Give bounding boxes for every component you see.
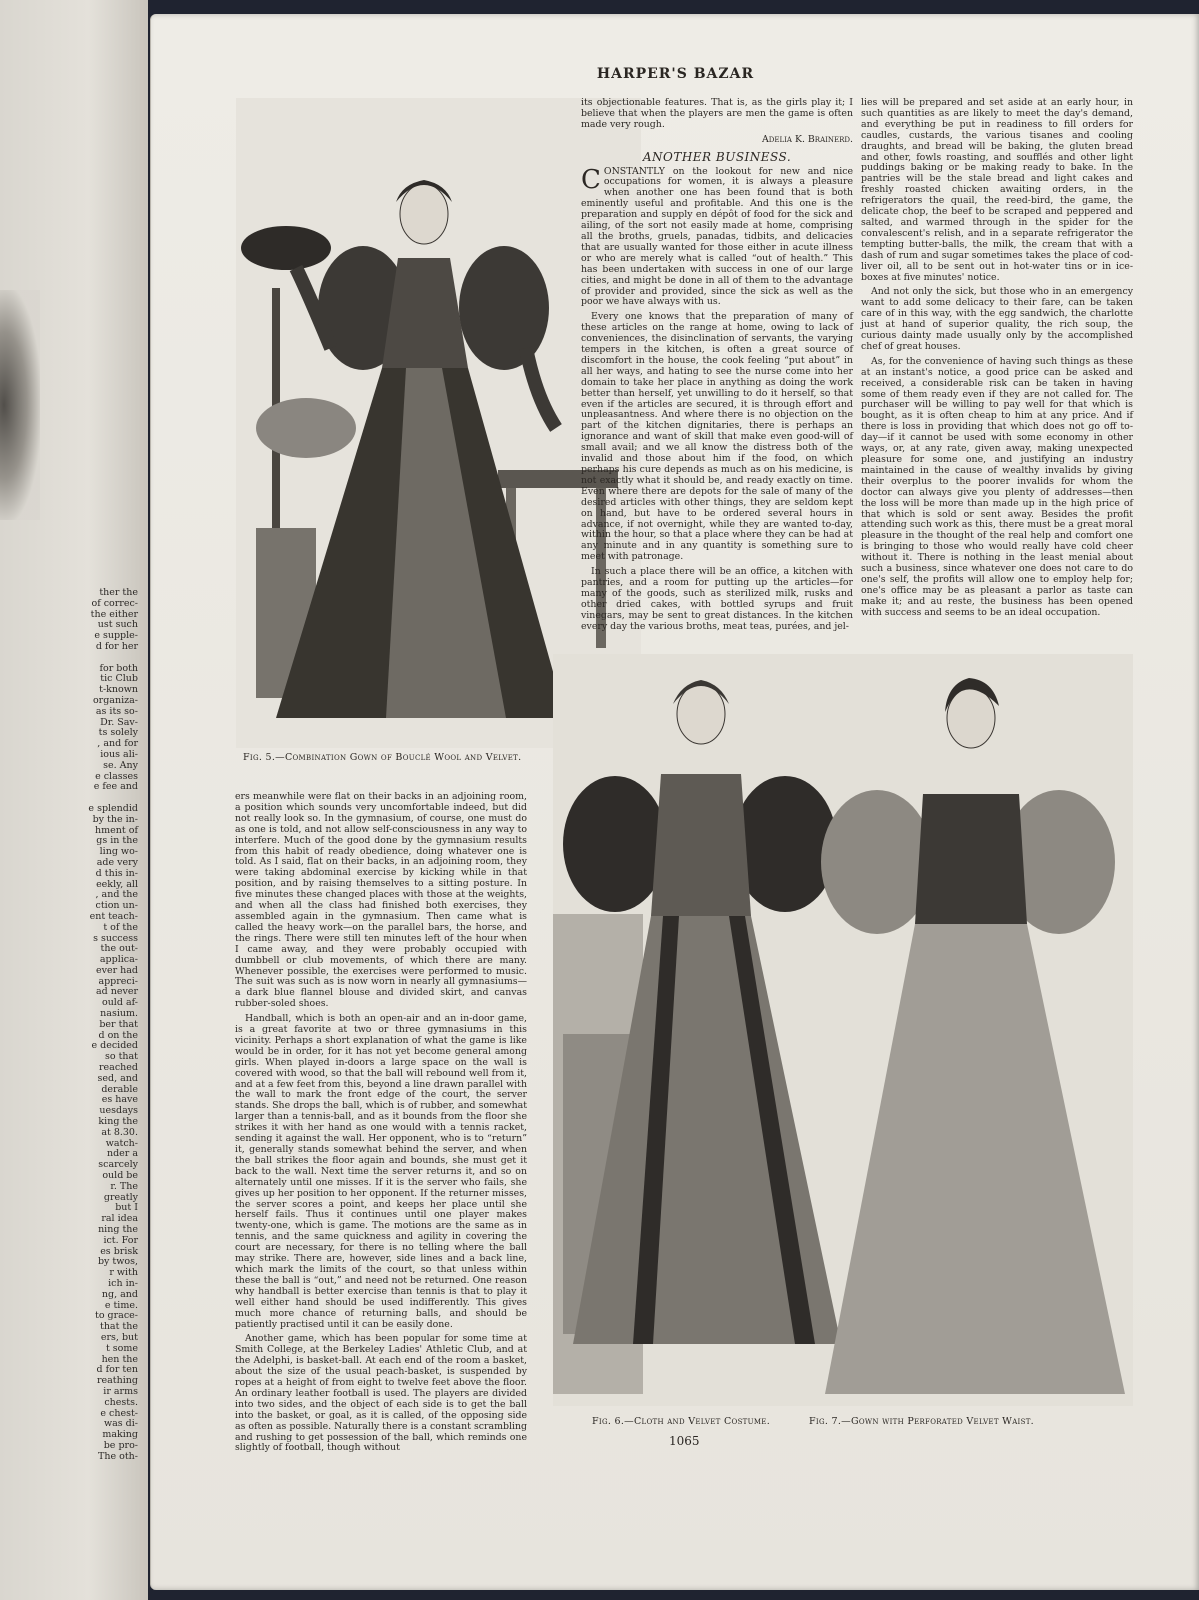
- left-column: [235, 792, 527, 1458]
- fig6-caption: Fig. 6.—Cloth and Velvet Costume.: [592, 1416, 771, 1427]
- left-page-text-fragments: ther the of correc- the either ust such e supple- d for her for both tic Club t-known organiza- as its so- Dr. Sav- ts solely , and for ious ali- se. Any e classes e fee and e splendid by the in- hment of gs in the ling wo- ade very d this in- eekly, all , and the ction un- ent teach- t of the s success the out- applica- ever had appreci- ad never ould af- nasium. ber that d on the e decided so that reached sed, and derable es have uesdays king the at 8.30. watch- nder a scarcely ould be r. The greatly but I ral idea ning the ict. For es brisk by twos, r with ich in- ng, and e time. to grace- that the ers, but t some hen the d for ten reathing ir arms chests. e chest- was di- making be pro- The oth-: [88, 587, 138, 1462]
- middle-paragraph-1-text: ONSTANTLY on the lookout for new and nice occupations for women, it is always a pleasure when another one has been found that is both eminently useful and profitable. And this one is the preparation and supply en dépôt of food for the sick and ailing, of the sort not easily made at home, comprising all the broths, gruels, panadas, tidbits, and delicacies that are usually wanted for those either in acute illness or who are merely what is called “out of health.” This has been undertaken with success in one of our large cities, and might be done in all of them to the advantage of provider and provided, since the sick as well as the poor we have always with us.: [581, 165, 853, 308]
- middle-column: [581, 98, 853, 637]
- right-column: [861, 98, 1133, 623]
- running-head: HARPER'S BAZAR: [596, 66, 755, 82]
- left-page: [0, 0, 148, 1600]
- fig5-caption: Fig. 5.—Combination Gown of Bouclé Wool and Velvet.: [243, 752, 522, 763]
- fig7-caption: Fig. 7.—Gown with Perforated Velvet Waist.: [809, 1416, 1035, 1427]
- right-paragraph-2: And not only the sick, but those who in an emergency want to add some delicacy to their fare, can be taken care of in this way, with the egg sandwich, the charlotte just at hand of superior quality, the rich soup, the curious dainty made usually only by the accomplished chef of great houses.: [861, 286, 1133, 352]
- author-signature: Adelia K. Brainerd.: [762, 133, 853, 145]
- middle-paragraph-1: [581, 164, 853, 309]
- middle-intro: its objectionable features. That is, as the girls play it; I believe that when the players are men the game is often made very rough.: [581, 97, 853, 130]
- middle-paragraph-2: Every one knows that the preparation of many of these articles on the range at home, owing to lack of conveniences, the disinclination of servants, the varying tempers in the kitchen, is often a great source of discomfort in the house, the cook feeling “put about” in all her ways, and hating to see the nurse come into her domain to take her place in anything as doing the work better than herself, yet unwilling to do it herself, so that even if the articles are secured, it is through effort and unpleasantness. And where there is no objection on the part of the kitchen dignitaries, there is perhaps an ignorance and want of skill that make even good-will of small avail; and we all know the distress both of the invalid and those about him if the food, on which perhaps his cure depends as much as on his medicine, is not exactly what it should be, and ready exactly on time. Even where there are depots for the sale of many of the desired articles with other things, they are seldom kept on hand, but have to be ordered several hours in advance, if not overnight, while they are wanted to-day, within the hour, so that a place where they can be had at any minute and in any quantity is something sure to meet with patronage.: [581, 311, 853, 563]
- drop-cap: C: [581, 164, 601, 195]
- right-page: [150, 14, 1199, 1590]
- left-page-illustration-fragment: [0, 290, 40, 520]
- page-number: 1065: [669, 1434, 700, 1448]
- right-paragraph-1: lies will be prepared and set aside at an early hour, in such quantities as are likely to meet the day's demand, and everything be put in readiness to fill orders for caudles, custards, the various tisanes and cooling draughts, and bread will be baking, the gluten bread and other, fowls roasting, and soufflés and other light puddings baking or be making ready to bake. In the pantries will be the stale bread and light cakes and freshly roasted chicken awaiting orders, in the refrigerators the quail, the reed-bird, the game, the delicate chop, the beef to be scraped and peppered and salted, and warmed through in the spider for the convalescent's relish, and in a separate refrigerator the tempting butter-balls, the milk, the cream that with a dash of rum and sugar sometimes takes the place of cod-liver oil, all to be sent out in hot-water tins or in ice-boxes at five minutes' notice.: [861, 97, 1133, 283]
- article-title: ANOTHER BUSINESS.: [642, 149, 792, 164]
- left-paragraph-1: ers meanwhile were flat on their backs in an adjoining room, a position which sounds very uncomfortable indeed, but did not really look so. In the gymnasium, of course, one must do as one is told, and not allow self-consciousness in any way to interfere. Much of the good done by the gymnasium results from this habit of ready obedience, doing whatever one is told. As I said, flat on their backs, in an adjoining room, they were taking abdominal exercise by kicking while in that position, and by raising themselves to a sitting posture. In five minutes these changed places with those at the weights, and when all the class had finished both exercises, they assembled again in the gymnasium. Then came what is called the heavy work—on the parallel bars, the horse, and the rings. There were still ten minutes left of the hour when I came away, and they were probably occupied with dumbbell or club movements, of which there are many. Whenever possible, the exercises were performed to music. The suit was such as is now worn in nearly all gymnasiums—a dark blue flannel blouse and divided skirt, and canvas rubber-soled shoes.: [235, 791, 527, 1010]
- fig6-fig7-illustration: [553, 654, 1133, 1406]
- left-paragraph-3: Another game, which has been popular for some time at Smith College, at the Berkeley Ladies' Athletic Club, and at the Adelphi, is basket-ball. At each end of the room a basket, about the size of the usual peach-basket, is suspended by ropes at a height of from eight to twelve feet above the floor. An ordinary leather football is used. The players are divided into two sides, and the object of each side is to get the ball into the basket, or goal, as it is called, of the opposing side as often as possible. Naturally there is a constant scrambling and rushing to get possession of the ball, which reminds one slightly of football, though without: [235, 1333, 527, 1454]
- left-paragraph-2: Handball, which is both an open-air and an in-door game, is a great favorite at two or three gymnasiums in this vicinity. Perhaps a short explanation of what the game is like would be in order, for it has not yet become general among girls. When played in-doors a large space on the wall is covered with wood, so that the ball will rebound well from it, and at a few feet from this, beyond a line drawn parallel with the wall to mark the front edge of the court, the server stands. She drops the ball, which is of rubber, and somewhat larger than a tennis-ball, and as it bounds from the floor she strikes it with her hand as one would with a tennis racket, sending it against the wall. Her opponent, who is to “return” it, generally stands somewhat behind the server, and when the ball strikes the floor again and bounds, she must get it back to the wall. Next time the server returns it, and so on alternately until one misses. If it is the server who fails, she gives up her position to her opponent. If the returner misses, the server scores a point, and keeps her place until she herself fails. Thus it continues until one player makes twenty-one, which is game. The motions are the same as in tennis, and the same quickness and agility in covering the court are necessary, for there is no telling where the ball may strike. There are, however, side lines and a back line, which mark the limits of the court, so that unless within these the ball is “out,” and need not be returned. One reason why handball is better exercise than tennis is that to play it well either hand should be used indifferently. This gives much more chance of returning balls, and should be patiently practised until it can be easily done.: [235, 1013, 527, 1330]
- fig6-fig7-engraving: [553, 654, 1133, 1406]
- middle-paragraph-3: In such a place there will be an office, a kitchen with pantries, and a room for putting up the articles—for many of the goods, such as sterilized milk, rusks and other dried cakes, with bottled syrups and fruit vinegars, may be sent to great distances. In the kitchen every day the various broths, meat teas, purées, and jel-: [581, 566, 853, 632]
- right-paragraph-3: As, for the convenience of having such things as these at an instant's notice, a good price can be asked and received, a considerable risk can be taken in having some of them ready even if they are not called for. The purchaser will be willing to pay well for that which is bought, as it is often cheap to him at any price. And if there is loss in providing that which does not go off to-day—if it cannot be used with some economy in other ways, or, at any rate, given away, making unexpected pleasure for some one, and justifying an industry maintained in the cause of wealthy invalids by giving their overplus to the poorer invalids for whom the doctor can always give you plenty of addresses—then the loss will be more than made up in the high price of that which is sold or sent away. Besides the profit attending such work as this, there must be a great moral pleasure in the thought of the real help and comfort one is bringing to those who would really have cold cheer without it. There is nothing in the least menial about such a business, since whatever one does not care to do one's self, the profits will allow one to employ help for; one's office may be as pleasant a parlor as taste can make it; and au reste, the business has been opened with success and seems to be an ideal occupation.: [861, 355, 1133, 618]
